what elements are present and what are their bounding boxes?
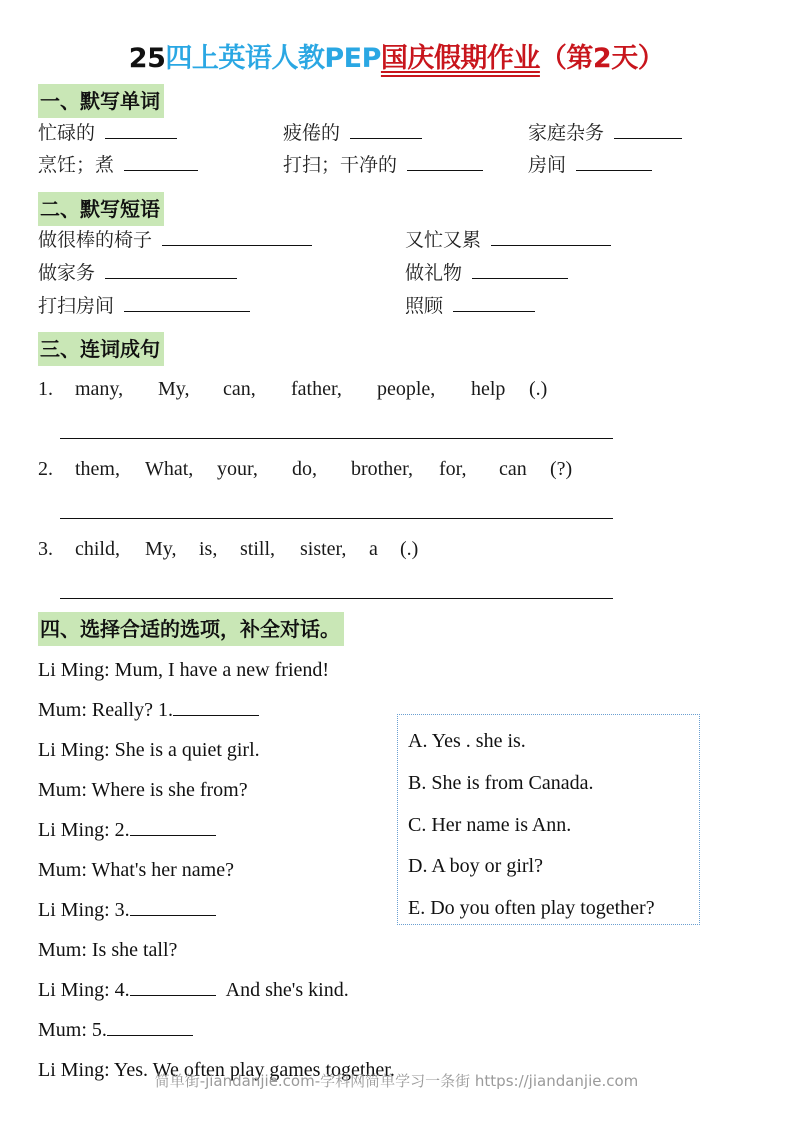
section2-item xyxy=(405,227,611,253)
dialogue-line: Li Ming: Yes. We often play games together. xyxy=(38,1059,395,1081)
word-token: is, xyxy=(199,538,218,560)
dialogue-line xyxy=(38,817,216,843)
answer-blank[interactable] xyxy=(130,817,216,836)
section2-item xyxy=(38,293,250,319)
section2-item xyxy=(405,260,568,286)
section2-item xyxy=(38,260,237,286)
word-token: people, xyxy=(377,378,436,400)
answer-blank[interactable] xyxy=(614,120,682,139)
dialogue-text: Mum: 5. xyxy=(38,1019,107,1041)
dialogue-line xyxy=(38,697,259,723)
word-token: (.) xyxy=(400,538,419,560)
answer-blank[interactable] xyxy=(105,120,177,139)
word-token: still, xyxy=(240,538,276,560)
word-token: help xyxy=(471,378,506,400)
dialogue-line xyxy=(38,1017,193,1043)
word-token: can xyxy=(499,458,527,480)
word-token: My, xyxy=(158,378,190,400)
dialogue-line xyxy=(38,977,349,1003)
section2-item xyxy=(405,293,535,319)
section2-item xyxy=(38,227,312,253)
answer-blank[interactable] xyxy=(472,260,568,279)
answer-blank[interactable] xyxy=(130,977,216,996)
word-token: a xyxy=(369,538,378,560)
page-title xyxy=(0,36,793,75)
dialogue-text: Li Ming: 2. xyxy=(38,819,130,841)
word-token: can, xyxy=(223,378,256,400)
dialogue-line: Li Ming: Mum, I have a new friend! xyxy=(38,659,330,681)
dialogue-line: Mum: What's her name? xyxy=(38,859,234,881)
section1-item-label: 打扫；干净的 xyxy=(283,154,398,176)
dialogue-line: Li Ming: She is a quiet girl. xyxy=(38,739,260,761)
answer-blank[interactable] xyxy=(130,897,216,916)
section1-item xyxy=(283,152,483,178)
section2-item-label: 打扫房间 xyxy=(38,295,115,317)
question-number: 2. xyxy=(38,458,53,480)
word-token: (.) xyxy=(529,378,548,400)
section1-item-label: 忙碌的 xyxy=(38,122,96,144)
answer-line[interactable] xyxy=(60,438,613,439)
section1-item xyxy=(38,120,177,146)
dialogue-text: Li Ming: 3. xyxy=(38,899,130,921)
answer-blank[interactable] xyxy=(162,227,312,246)
section2-item-label: 做礼物 xyxy=(405,262,463,284)
section1-item xyxy=(283,120,422,146)
title-day: （第2天） xyxy=(539,43,665,74)
option-item: C. Her name is Ann. xyxy=(408,814,572,836)
word-token: What, xyxy=(145,458,194,480)
answer-blank[interactable] xyxy=(107,1017,193,1036)
word-token: My, xyxy=(145,538,177,560)
dialogue-text: Mum: Really? 1. xyxy=(38,699,173,721)
answer-line[interactable] xyxy=(60,598,613,599)
answer-blank[interactable] xyxy=(124,293,250,312)
question-number: 1. xyxy=(38,378,53,400)
option-item: B. She is from Canada. xyxy=(408,772,594,794)
answer-blank[interactable] xyxy=(173,697,259,716)
answer-blank[interactable] xyxy=(350,120,422,139)
word-token: (?) xyxy=(550,458,573,480)
section2-item-label: 做很棒的椅子 xyxy=(38,229,153,251)
section1-item xyxy=(528,152,652,178)
word-token: child, xyxy=(75,538,120,560)
dialogue-line: Mum: Is she tall? xyxy=(38,939,178,961)
section1-item-label: 疲倦的 xyxy=(283,122,341,144)
answer-blank[interactable] xyxy=(576,152,652,171)
option-item: A. Yes . she is. xyxy=(408,730,526,752)
watermark: 简单街-jiandanjie.com-学科网简单学习一条街 https://jiandanjie.com xyxy=(154,1072,639,1090)
section2-item-label: 照顾 xyxy=(405,295,444,317)
section3-header: 三、连词成句 xyxy=(38,332,164,366)
section1-item xyxy=(528,120,682,146)
dialogue-suffix: And she's kind. xyxy=(225,979,349,1001)
dialogue-line xyxy=(38,897,216,923)
answer-blank[interactable] xyxy=(453,293,535,312)
option-item: E. Do you often play together? xyxy=(408,897,655,919)
word-token: your, xyxy=(217,458,258,480)
dialogue-text: Li Ming: 4. xyxy=(38,979,130,1001)
title-subject: 四上英语人教PEP xyxy=(165,43,381,74)
answer-blank[interactable] xyxy=(105,260,237,279)
answer-blank[interactable] xyxy=(407,152,483,171)
section1-header: 一、默写单词 xyxy=(38,84,164,118)
section2-item-label: 做家务 xyxy=(38,262,96,284)
answer-line[interactable] xyxy=(60,518,613,519)
word-token: do, xyxy=(292,458,317,480)
section1-item-label: 房间 xyxy=(528,154,567,176)
title-main: 国庆假期作业 xyxy=(380,43,540,74)
word-token: them, xyxy=(75,458,120,480)
word-token: father, xyxy=(291,378,342,400)
dialogue-line: Mum: Where is she from? xyxy=(38,779,248,801)
word-token: for, xyxy=(439,458,467,480)
title-number: 25 xyxy=(128,43,166,74)
section1-item-label: 家庭杂务 xyxy=(528,122,605,144)
section1-item-label: 烹饪；煮 xyxy=(38,154,115,176)
answer-blank[interactable] xyxy=(491,227,611,246)
option-item: D. A boy or girl? xyxy=(408,855,543,877)
section4-header: 四、选择合适的选项，补全对话。 xyxy=(38,612,344,646)
question-number: 3. xyxy=(38,538,53,560)
options-box xyxy=(397,714,700,925)
word-token: many, xyxy=(75,378,124,400)
section2-header: 二、默写短语 xyxy=(38,192,164,226)
section1-item xyxy=(38,152,198,178)
word-token: brother, xyxy=(351,458,413,480)
section2-item-label: 又忙又累 xyxy=(405,229,482,251)
word-token: sister, xyxy=(300,538,347,560)
answer-blank[interactable] xyxy=(124,152,198,171)
